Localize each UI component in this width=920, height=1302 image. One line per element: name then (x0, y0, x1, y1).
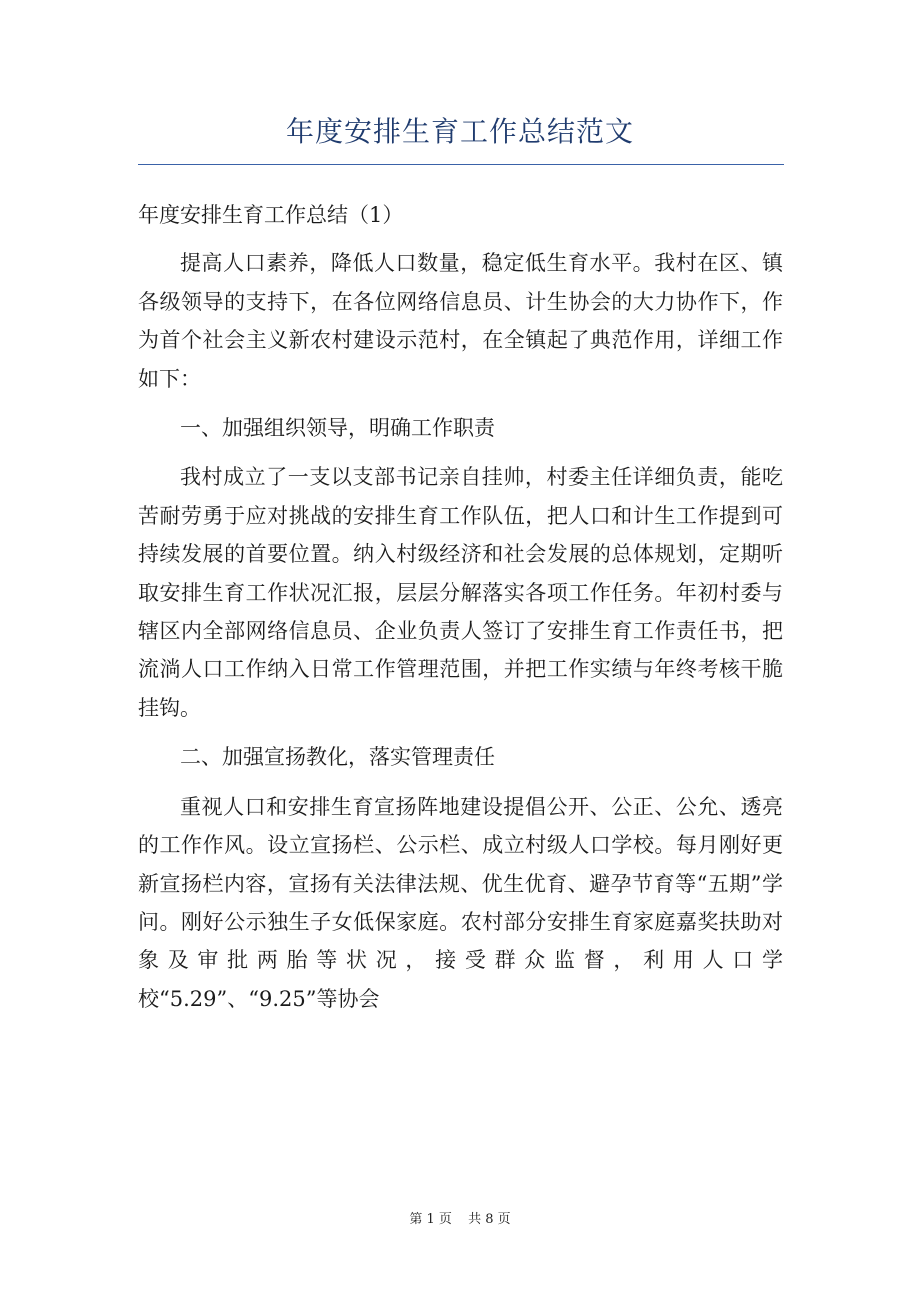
paragraph-intro: 提高人口素养，降低人口数量，稳定低生育水平。我村在区、镇各级领导的支持下，在各位网络信息员、计生协会的大力协作下，作为首个社会主义新农村建设示范村，在全镇起了典范作用，详细工作如下： (138, 251, 783, 391)
paragraph-organization: 我村成立了一支以支部书记亲自挂帅，村委主任详细负责，能吃苦耐劳勇于应对挑战的安排生育工作队伍，把人口和计生工作提到可持续发展的首要位置。纳入村级经济和社会发展的总体规划，定期听取安排生育工作状况汇报，层层分解落实各项工作任务。年初村委与辖区内全部网络信息员、企业负责人签订了安排生育工作责任书，把流淌人口工作纳入日常工作管理范围，并把工作实绩与年终考核干脆挂钩。 (138, 465, 783, 720)
page-footer (0, 1208, 920, 1227)
document-title: 年度安排生育工作总结范文 (285, 115, 634, 148)
paragraph-publicity: 重视人口和安排生育宣扬阵地建设提倡公开、公正、公允、透亮的工作作风。设立宣扬栏、公示栏、成立村级人口学校。每月刚好更新宣扬栏内容，宣扬有关法律法规、优生优育、避孕节育等“五期”学问。刚好公示独生子女低保家庭。农村部分安排生育家庭嘉奖扶助对象及审批两胎等状况，接受群众监督，利用人口学校“5.29”、“9.25”等协会 (138, 794, 783, 1011)
page-number: 第 1 页 (409, 1212, 452, 1227)
section-heading-2: 二、加强宣扬教化，落实管理责任 (180, 745, 495, 770)
document-body (138, 196, 783, 1029)
section-heading-1: 一、加强组织领导，明确工作职责 (180, 416, 495, 441)
section-subtitle: 年度安排生育工作总结（1） (138, 203, 404, 227)
title-divider (138, 164, 784, 165)
page-total: 共 8 页 (468, 1212, 511, 1227)
